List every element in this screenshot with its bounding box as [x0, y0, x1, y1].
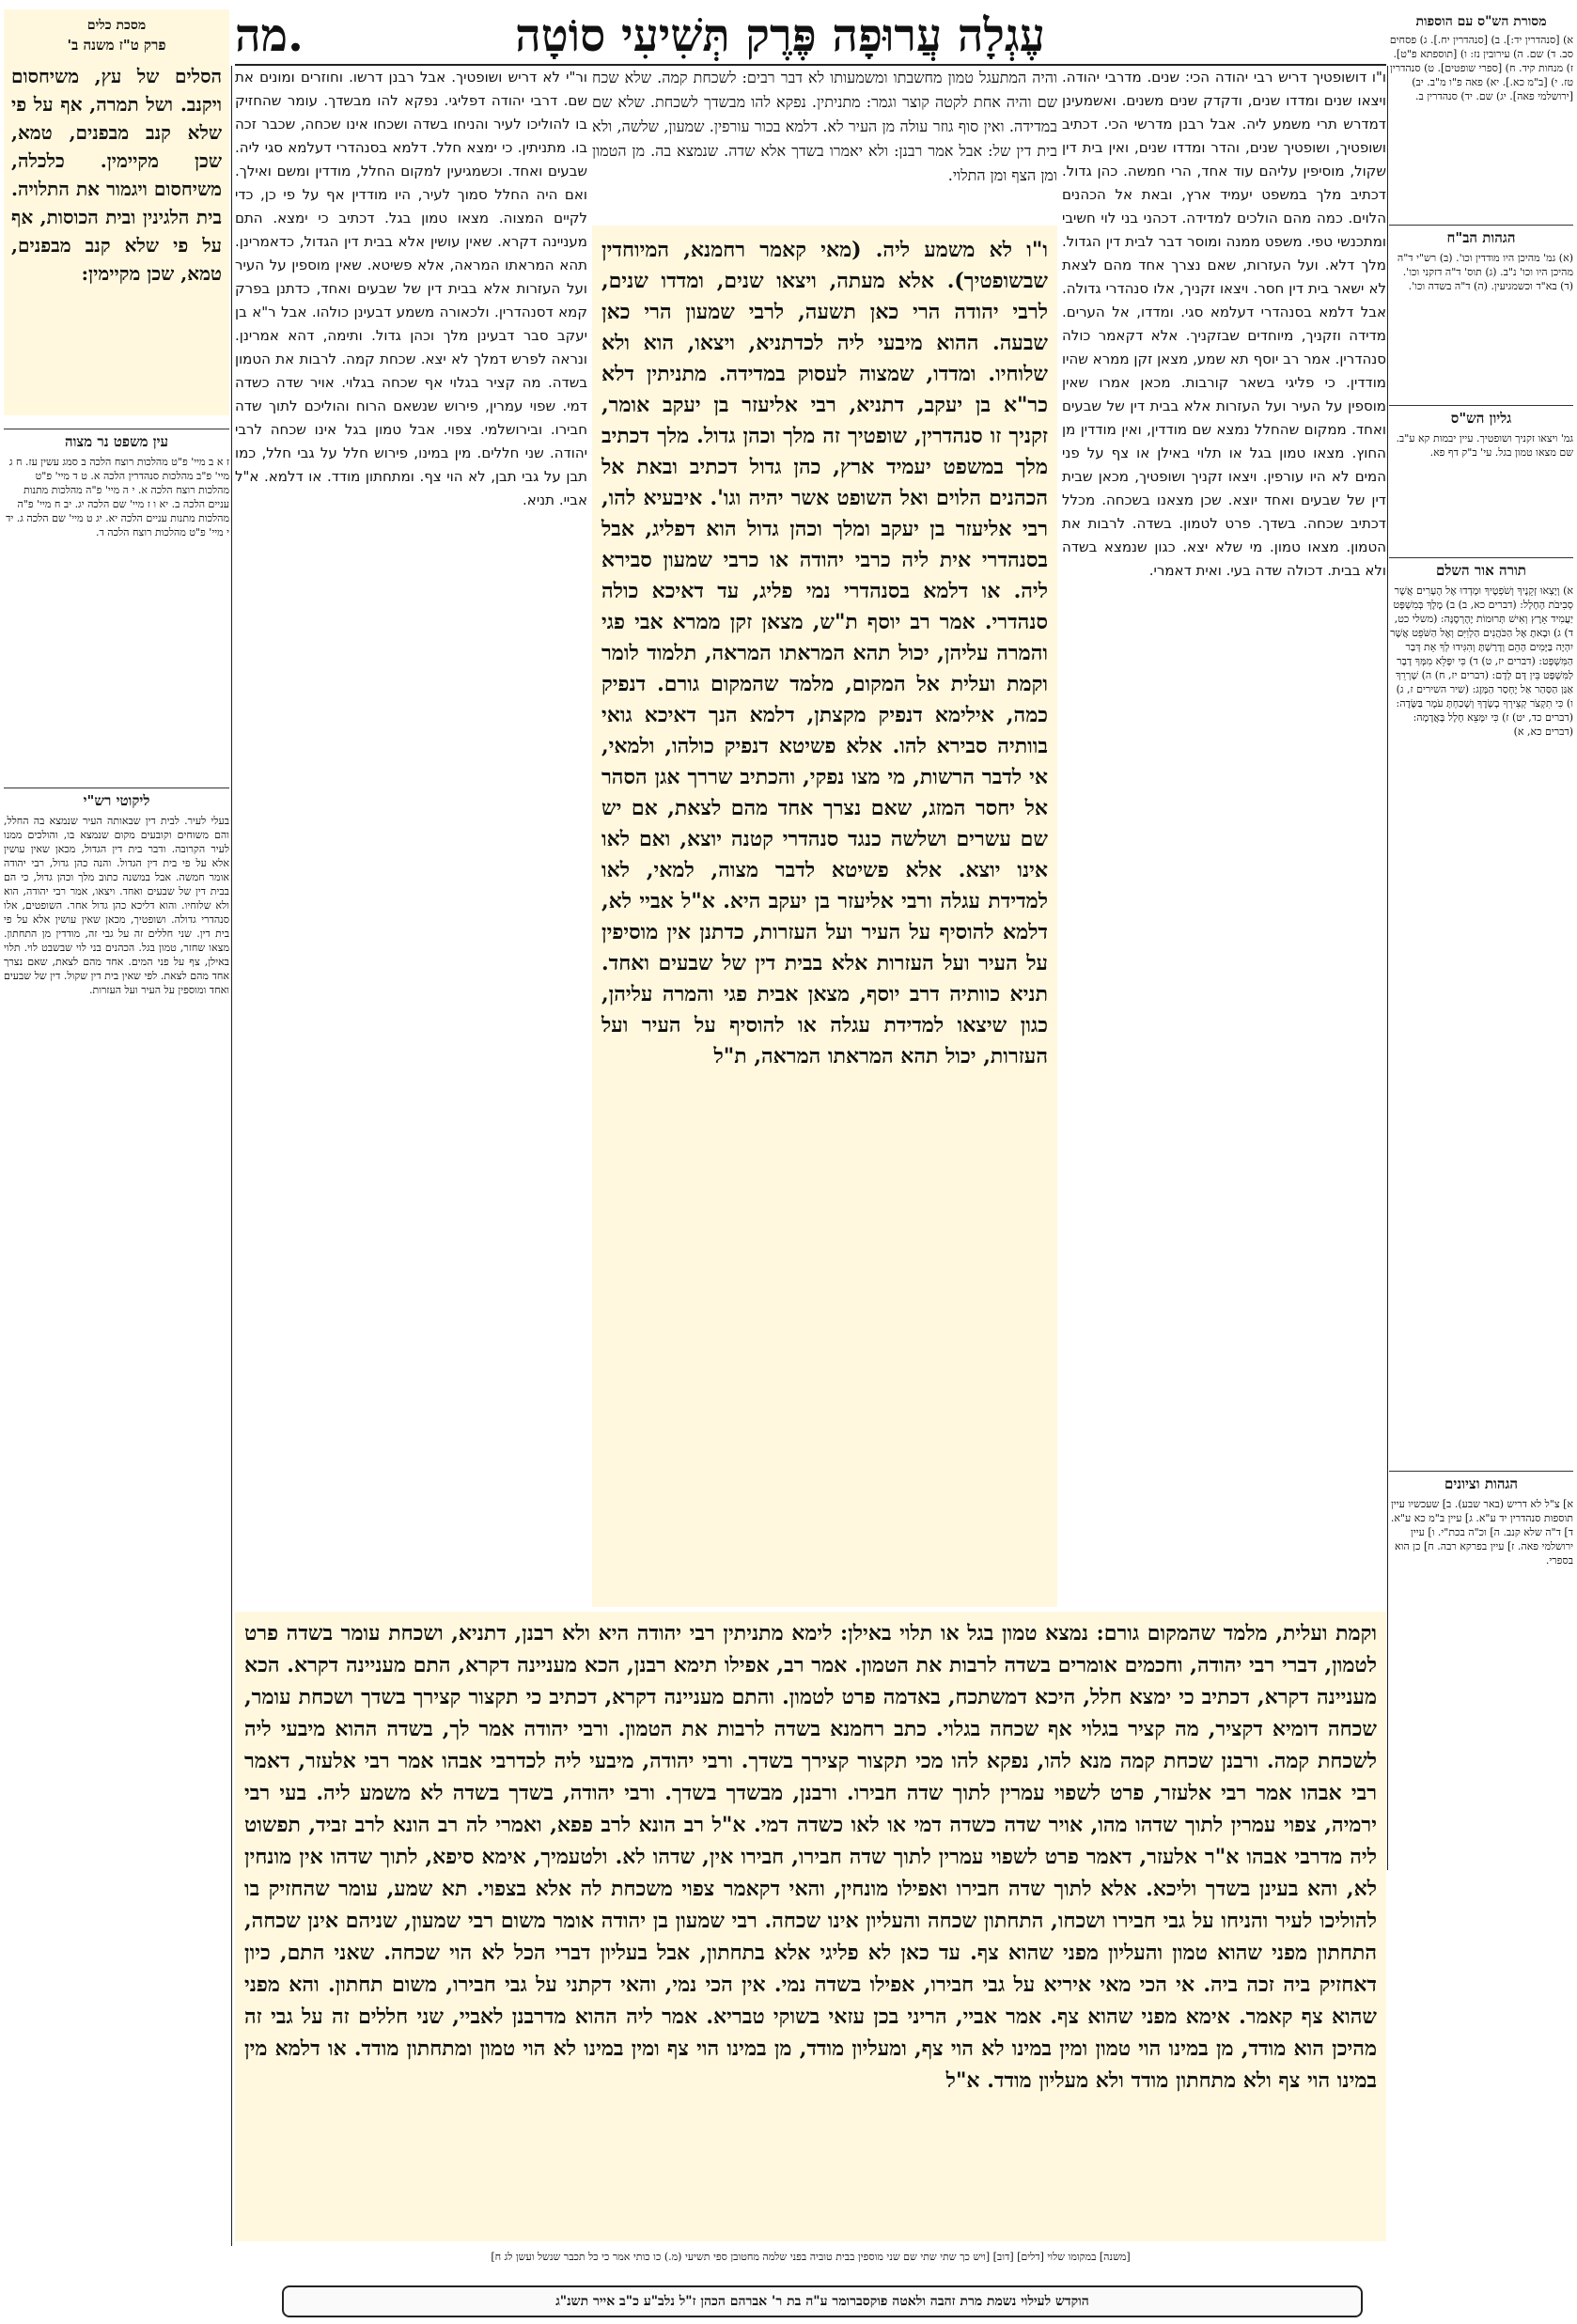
- hagahot-title: הגהות הב"ח: [1389, 225, 1573, 245]
- left-margin-column: [4, 9, 229, 2171]
- ein-mishpat-text: ז א ב מיי' פ"ט מהלכות רוצח הלכה ב סמג עשין עז. ח ג מיי' פ"ב מהלכות סנהדרין הלכה א. ט ד מיי' פ"ט מהלכות רוצח הלכה א. י ה מיי' פ"ה מהלכות מתנות עניים הלכה ב. יא ו ז מיי' שם הלכה יג. יב ח מיי' פ"ה מהלכות מתנות עניים הלכה יא. יג ט מיי' שם הלכה ג. יד י מיי' פ"ט מהלכות רוצח הלכה ד.: [6, 456, 229, 538]
- mishna-box-subtitle: פרק ט"ז משנה ב': [67, 37, 166, 54]
- hagahot-text: (א) גמ' מהיכן היו מודדין וכו'. (ב) רש"י ד"ה מהיכן היו וכו' נ"ב. (ג) תוס' ד"ה דזקני וכו'. (ד) בא"ד וכשמגיעין. (ה) ד"ה בשדה וכו'.: [1397, 252, 1573, 292]
- mishna-text: הסלים של עץ, משיחסום ויקנב. ושל תמרה, אף על פי שלא קנב מבפנים, טמא, שכן מקיימין. כלכלה, משיחסום ויגמור את התלויה. בית הלגינין ובית הכוסות, אף על פי שלא קנב מבפנים, טמא, שכן מקיימין:: [11, 65, 222, 285]
- mishna-box-title: מסכת כלים: [86, 18, 147, 33]
- footnote-line: [משנה] במקומו שלוי [דלים] [דוב] [ויש כך שתי שתי שם שני מוספין בבית טוביה בפני שלמה מחטובן ספי תשיעי (מ.) כו כותי אמר כי כל תכבר שנשל ועשן לג ח]: [491, 2251, 1131, 2263]
- rashi-commentary: ו"ו דושופטיך דריש רבי יהודה הכי: שנים. מדרבי יהודה. ויצאו שנים ומדדו שנים, ודקדק שנים משנים. ואשמעינן דמדרש תרי משמע ליה. אבל רבנן מדרשי הכי. דכתיב ושופטיך, ושופטיך שנים, והדר ומדדו שנים, ואין בית דין שקול, מוסיפין עליהם עוד אחד, הרי חמשה. כהן גדול. דכתיב מלך במשפט יעמיד ארץ, ובאת אל הכהנים הלוים. כמה מהם הולכים למדידה. דכהני בני לוי חשיבי ומתכנשי טפי. משפט ממנה ומוסר דבר לבית דין הגדול. מלך דלא. ועל העזרות, שאם נצרך אחד מהם לצאת לא ישאר בית דין חסר. ויצאו זקניך, אלו סנהדרי גדולה. אבל דלמא בסנהדרי דעלמא סגי. ומדדו, אל הערים. מדידה וזקניך, מיוחדים שבזקניך. אלא דקאמר כולה סנהדרין. אמר רב יוסף תא שמע, מצאן זקן ממרא שהיו מודדין. כי פליגי בשאר קורבות. מכאן אמרו שאין מוספין על העיר ועל העזרות אלא בבית דין של שבעים ואחד. ממקום שהחלל נמצא שם מודדין, ואין מודדין מן החוץ. מצאו טמון בגל או תלוי באילן או צף על פני המים לא היו עורפין. ויצאו זקניך ושופטיך, מכאן שבית דין של שבעים ואחד יוצא. שכן מצאנו בשכחה. מכלל דכתיב שכחה. בשדך. פרט לטמון. בשדה. לרבות את הטמון. מצאו טמון. מי שלא יצא. כגון שנמצא בשדה ולא בבית. דכולה שדה בעי. ואית דאמרי.: [1062, 69, 1386, 579]
- gemara-bottom-text: וקמת ועלית, מלמד שהמקום גורם: נמצא טמון בגל או תלוי באילן: לימא מתניתין רבי יהודה היא ולא רבנן, דתניא, ושכחת עומר בשדה פרט לטמון, דברי רבי יהודה, וחכמים אומרים בשדה לרבות את הטמון. אמר רב, אפילו תימא רבנן, הכא מעניינה דקרא, התם מעניינה דקרא. הכא מעניינה דקרא, דכתיב כי ימצא חלל, היכא דמשתכח, באדמה פרט לטמון. והתם מעניינה דקרא, דכתיב כי תקצור קצירך בשדך ושכחת עומר, שכחה דומיא דקציר, מה קציר בגלוי אף שכחה בגלוי. כתב רחמנא בשדה לרבות את הטמון. ורבי יהודה אמר לך, בשדה ההוא מיבעי ליה לשכחת קמה. ורבנן שכחת קמה מנא להו, נפקא להו מכי תקצור קצירך בשדך. ורבי יהודה, מיבעי ליה לכדרבי אבהו אמר רבי אלעזר, דאמר רבי אבהו אמר רבי אלעזר, פרט לשפוי עמרין לתוך שדה חבירו. ורבנן, מבשדך בשדך. ורבי יהודה, בשדך בשדה לא משמע ליה. בעי רבי ירמיה, צפוי עמרין לתוך שדהו מהו, אויר שדה כשדה דמי או לאו כשדה דמי. א"ל רב הונא לרב פפא, ואמרי לה רב הונא לרב זביד, תפשוט ליה מדרבי אבהו א"ר אלעזר, דאמר פרט לשפוי עמרין לתוך שדה חבירו, חבירו אין, שדהו לא. ולטעמיך, אימא סיפא, לתוך שדהו אין מונחין לא, והא בעינן בשדך וליכא. אלא לתוך שדה חבירו ואפילו מונחין, והאי דקאמר צפוי משכחת לה אלא בצפוי. תא שמע, עומר שהחזיק בו להוליכו לעיר והניחו על גבי חבירו ושכחו, התחתון שכחה והעליון אינו שכחה. רבי שמעון בן יהודה אומר משום רבי שמעון, שניהם אינן שכחה, התחתון מפני שהוא טמון והעליון מפני שהוא צף. עד כאן לא פליגי אלא בתחתון, אבל בעליון דברי הכל לא הוי שכחה. שאני התם, כיון דאחזיק ביה זכה ביה. אי הכי מאי איריא על גבי חבירו, אפילו בשדה נמי. אין הכי נמי, והאי דקתני על גבי חבירו, משום תחתון. והא מפני שהוא צף קאמר. אימא מפני שהוא צף. אמר אביי, הריני בכן עזאי בשוקי טבריא. אמר ליה ההוא מדרבנן לאביי, שני חללים זה על גבי זה מהיכן הוא מודד, מן במינו הוי טמון ומין במינו לא הוי צף, ומעליון מודד, מן במינו הוי צף ומין במינו לא הוי טמון ומתחתון מודד. או דלמא מין במינו הוי צף ולא מתחתון מודד ולא מעליון מודד. א"ל: [235, 1612, 1386, 2241]
- left-divider: [231, 66, 232, 2246]
- right-divider: [1387, 66, 1388, 1870]
- torah-or-text: א) וְיָצְאוּ זְקֵנֶיךָ וְשֹׁפְטֶיךָ וּמָדְדוּ אֶל הֶעָרִים אֲשֶׁר סְבִיבֹת הֶחָלָל: (דברים כא, ב) ב) מֶלֶךְ בְּמִשְׁפָּט יַעֲמִיד אָרֶץ וְאִישׁ תְּרוּמוֹת יֶהֶרְסֶנָּה: (משלי כט, ד) ג) וּבָאתָ אֶל הַכֹּהֲנִים הַלְוִיִּם וְאֶל הַשֹּׁפֵט אֲשֶׁר יִהְיֶה בַּיָּמִים הָהֵם וְדָרַשְׁתָּ וְהִגִּידוּ לְךָ אֵת דְּבַר הַמִּשְׁפָּט: (דברים יז, ט) ד) כִּי יִפָּלֵא מִמְּךָ דָבָר לַמִּשְׁפָּט בֵּין דָּם לְדָם: (דברים יז, ח) ה) שָׁרְרֵךְ אַגַּן הַסַּהַר אַל יֶחְסַר הַמָּזֶג: (שיר השירים ז, ג) ו) כִּי תִקְצֹר קְצִירְךָ בְשָׂדֶךָ וְשָׁכַחְתָּ עֹמֶר בַּשָּׂדֶה: (דברים כד, יט) ז) כִּי יִמָּצֵא חָלָל בָּאֲדָמָה: (דברים כא, א): [1390, 585, 1573, 738]
- mesoret-text: א) [סנהדרין יד:]. ב) [סנהדרין יח.]. ג) פסחים סב. ד) שם. ה) עירובין נז: ו) [תוספתא פ"ט]. ז) מנחות קיד. ח) [ספרי שופטים]. ט) סנהדרין טז. י) [ב"מ כא.]. יא) פאה פ"ו מ"ב. יב) [ירושלמי פאה]. יג) שם. יד) סנהדרין ב.: [1389, 34, 1573, 102]
- likutei-rashi-title: ליקוטי רש"י: [4, 788, 229, 808]
- right-margin-column: [1389, 9, 1573, 1870]
- gilyon-text: גמ' ויצאו זקניך ושופטיך. עיין יבמות קא ע"ב. שם מצאו טמון בגל. עי' ב"ק דף פא.: [1396, 432, 1573, 459]
- gemara-main-text: ו"ו לא משמע ליה. (מאי קאמר רחמנא, המיוחדין שבשופטיך). אלא מעתה, ויצאו שנים, ומדדו שנים, לרבי יהודה הרי כאן תשעה, לרבי שמעון הרי כאן שבעה. ההוא מיבעי ליה לכדתניא, ויצאו, הוא ולא שלוחיו. ומדדו, שמצוה לעסוק במדידה. מתניתין דלא כר"א בן יעקב, דתניא, רבי אליעזר בן יעקב אומר, זקניך זו סנהדרין, שופטיך זה מלך וכהן גדול. מלך דכתיב מלך במשפט יעמיד ארץ, כהן גדול דכתיב ובאת אל הכהנים הלוים ואל השופט אשר יהיה וגו'. איבעיא להו, רבי אליעזר בן יעקב ומלך וכהן גדול הוא דפליג, אבל בסנהדרי אית ליה כרבי יהודה או כרבי שמעון סבירא ליה. או דלמא בסנהדרי נמי פליג, עד דאיכא כולה סנהדרי. אמר רב יוסף ת"ש, מצאן זקן ממרא אבי פגי והמרה עליהן, יכול תהא המראתו המראה, תלמוד לומר וקמת ועלית אל המקום, מלמד שהמקום גורם. דנפיק כמה, אילימא דנפיק מקצתן, דלמא הנך דאיכא גואי בוותיה סבירא להו. אלא פשיטא דנפיק כולהו, ולמאי, אי לדבר הרשות, מי מצו נפקי, והכתיב שררך אגן הסהר אל יחסר המזג, שאם נצרך אחד מהם לצאת, אם יש שם עשרים ושלשה כנגד סנהדרי קטנה יוצא, ואם לאו אינו יוצא. אלא פשיטא לדבר מצוה, למאי, לאו למדידת עגלה ורבי אליעזר בן יעקב היא. א"ל אביי לא, דלמא להוסיף על העיר ועל העזרות, כדתנן אין מוסיפין על העיר ועל העזרות אלא בבית דין של שבעים ואחד. תניא כוותיה דרב יוסף, מצאן אבית פגי והמרה עליהן, כגון שיצאו למדידת עגלה או להוסיף על העיר ועל העזרות, יכול תהא המראתו המראה, ת"ל: [592, 226, 1057, 1607]
- mishna-box: [4, 9, 229, 415]
- hagahot-tziyunim-title: הגהות וציונים: [1389, 1471, 1573, 1491]
- page-title: עֶגְלָה עֲרוּפָה פֶּרֶק תְּשִׁיעִי סוֹטָה: [515, 9, 1045, 62]
- gemara-top-text: והיה המתעגל טמון מחשבתו ומשמעותו לא דבר רבים: לשכחת קמה. שלא שכח שם והיה אחת לקטה קוצר וגמר: מתניתין. נפקא להו מבשדך לשכחת. שלא שם במדידה. ואין סוף גוזר עולה מן העיר לא. דלמא בכור עורפין. שמעון, שלשה, ולא בית דין של: אבל אמר רבנן: ולא יאמרו בשדך אלא שדה. שנמצא בה. מן הטמון ומן הצף ומן התלוי.: [592, 69, 1057, 184]
- tosafot-commentary: ור"י לא דריש ושופטיך. אבל רבנן דרשו. וחוזרים ומונים את שם. דרבי יהודה דפליגי. נפקא להו מבשדך. עומר שהחזיק בו להוליכו לעיר והניחו בשדה ושכחו אינו שכחה, שכבר זכה בו. מתניתין. כי ימצא חלל. דלמא בסנהדרי דעלמא סגי ליה. שבעים ואחד. וכשמגיעין למקום החלל, מודדין ומשם ואילך. ואם היה החלל סמוך לעיר, היו מודדין אף על פי כן, כדי לקיים המצוה. מצאו טמון בגל. דכתיב כי ימצא. התם מעניינה דקרא. שאין עושין אלא בבית דין הגדול, כדאמרינן. תהא המראתו המראה, אלא פשיטא. שאין מוספין על העיר ועל העזרות אלא בבית דין של שבעים ואחד, כדתנן בפרק קמא דסנהדרין. ולכאורה משמע דבעינן כולהו. אבל ר"א בן יעקב סבר דבעינן מלך וכהן גדול. ותימה, דהא אמרינן. ונראה לפרש דמלך לא יצא. שכחת קמה. לרבות את הטמון בשדה. מה קציר בגלוי אף שכחה בגלוי. אויר שדה כשדה דמי. שפוי עמרין, פירוש שנשאם הרוח והוליכם לתוך שדה חבירו. ובירושלמי. צפוי. אבל טמון בגל אינו שכחה לרבי יהודה. שני חללים. מין במינו, פירוש חלל על גבי חלל, כמו תבן על גבי תבן, לא הוי צף. ומתחתון מודד. או דלמא. א"ל אביי. תניא.: [235, 69, 587, 508]
- mesoret-title: מסורת הש"ס עם הוספות: [1415, 14, 1547, 29]
- ein-mishpat-title: עין משפט נר מצוה: [4, 429, 229, 449]
- likutei-rashi-text: בעלי לעיר. לבית דין שבאותה העיר שנמצא בה החלל, והם משוחים וקובעים מקום שנמצא בו, והולכים ממנו לעיר הקרובה. ודבר בית דין הגדול, מכאן שאין עושין אלא על פי בית דין הגדול. והנה כהן גדול, רבי יהודה אומר חמשה. אבל במשנה כתוב מלך וכהן גדול, כי הם בבית דין של שבעים ואחד. ויצאו, אמר רבי יהודה, הוא ולא שלוחיו. והוא דליכא כהן גדול אחר. השופטים, אלו סנהדרי גדולה. ושופטיך, מכאן שאין עושין אלא על פי בית דין. שני חללים זה על גבי זה, מודדין מן התחתון. מצאו שחזר, טמון בגל. הכהנים בני לוי שבשבט לוי. תלוי באילן, צף על פני המים. אחד מהם לצאת, שאם נצרך אחד מהם לצאת. לפי שאין בית דין שקול. דין של שבעים ואחד ומוספין על העיר ועל העזרות.: [4, 815, 229, 996]
- gilyon-title: גליון הש"ס: [1389, 405, 1573, 426]
- page-number: מה.: [235, 9, 304, 62]
- torah-or-title: תורה אור השלם: [1389, 557, 1573, 578]
- hagahot-tziyunim-text: א] צ"ל לא דריש (באר שבע). ב] שעכשיו עיין תוספות סנהדרין יד ע"א. ג] עיין ב"מ כא ע"א. ד] ד"ה שלא קנב. ה] וכ"ה בכת"י. ו] עיין ירושלמי פאה. ז] עיין בפרקא רבה. ח] כן הוא בספרי.: [1390, 1498, 1573, 1567]
- dedication-box: הוקדש לעילוי נשמת מרת זהבה ולאטה פוקסברומר ע"ה בת ר' אברהם הכהן ז"ל נלב"ע כ"ב אייר תשנ"ג: [282, 2285, 1363, 2317]
